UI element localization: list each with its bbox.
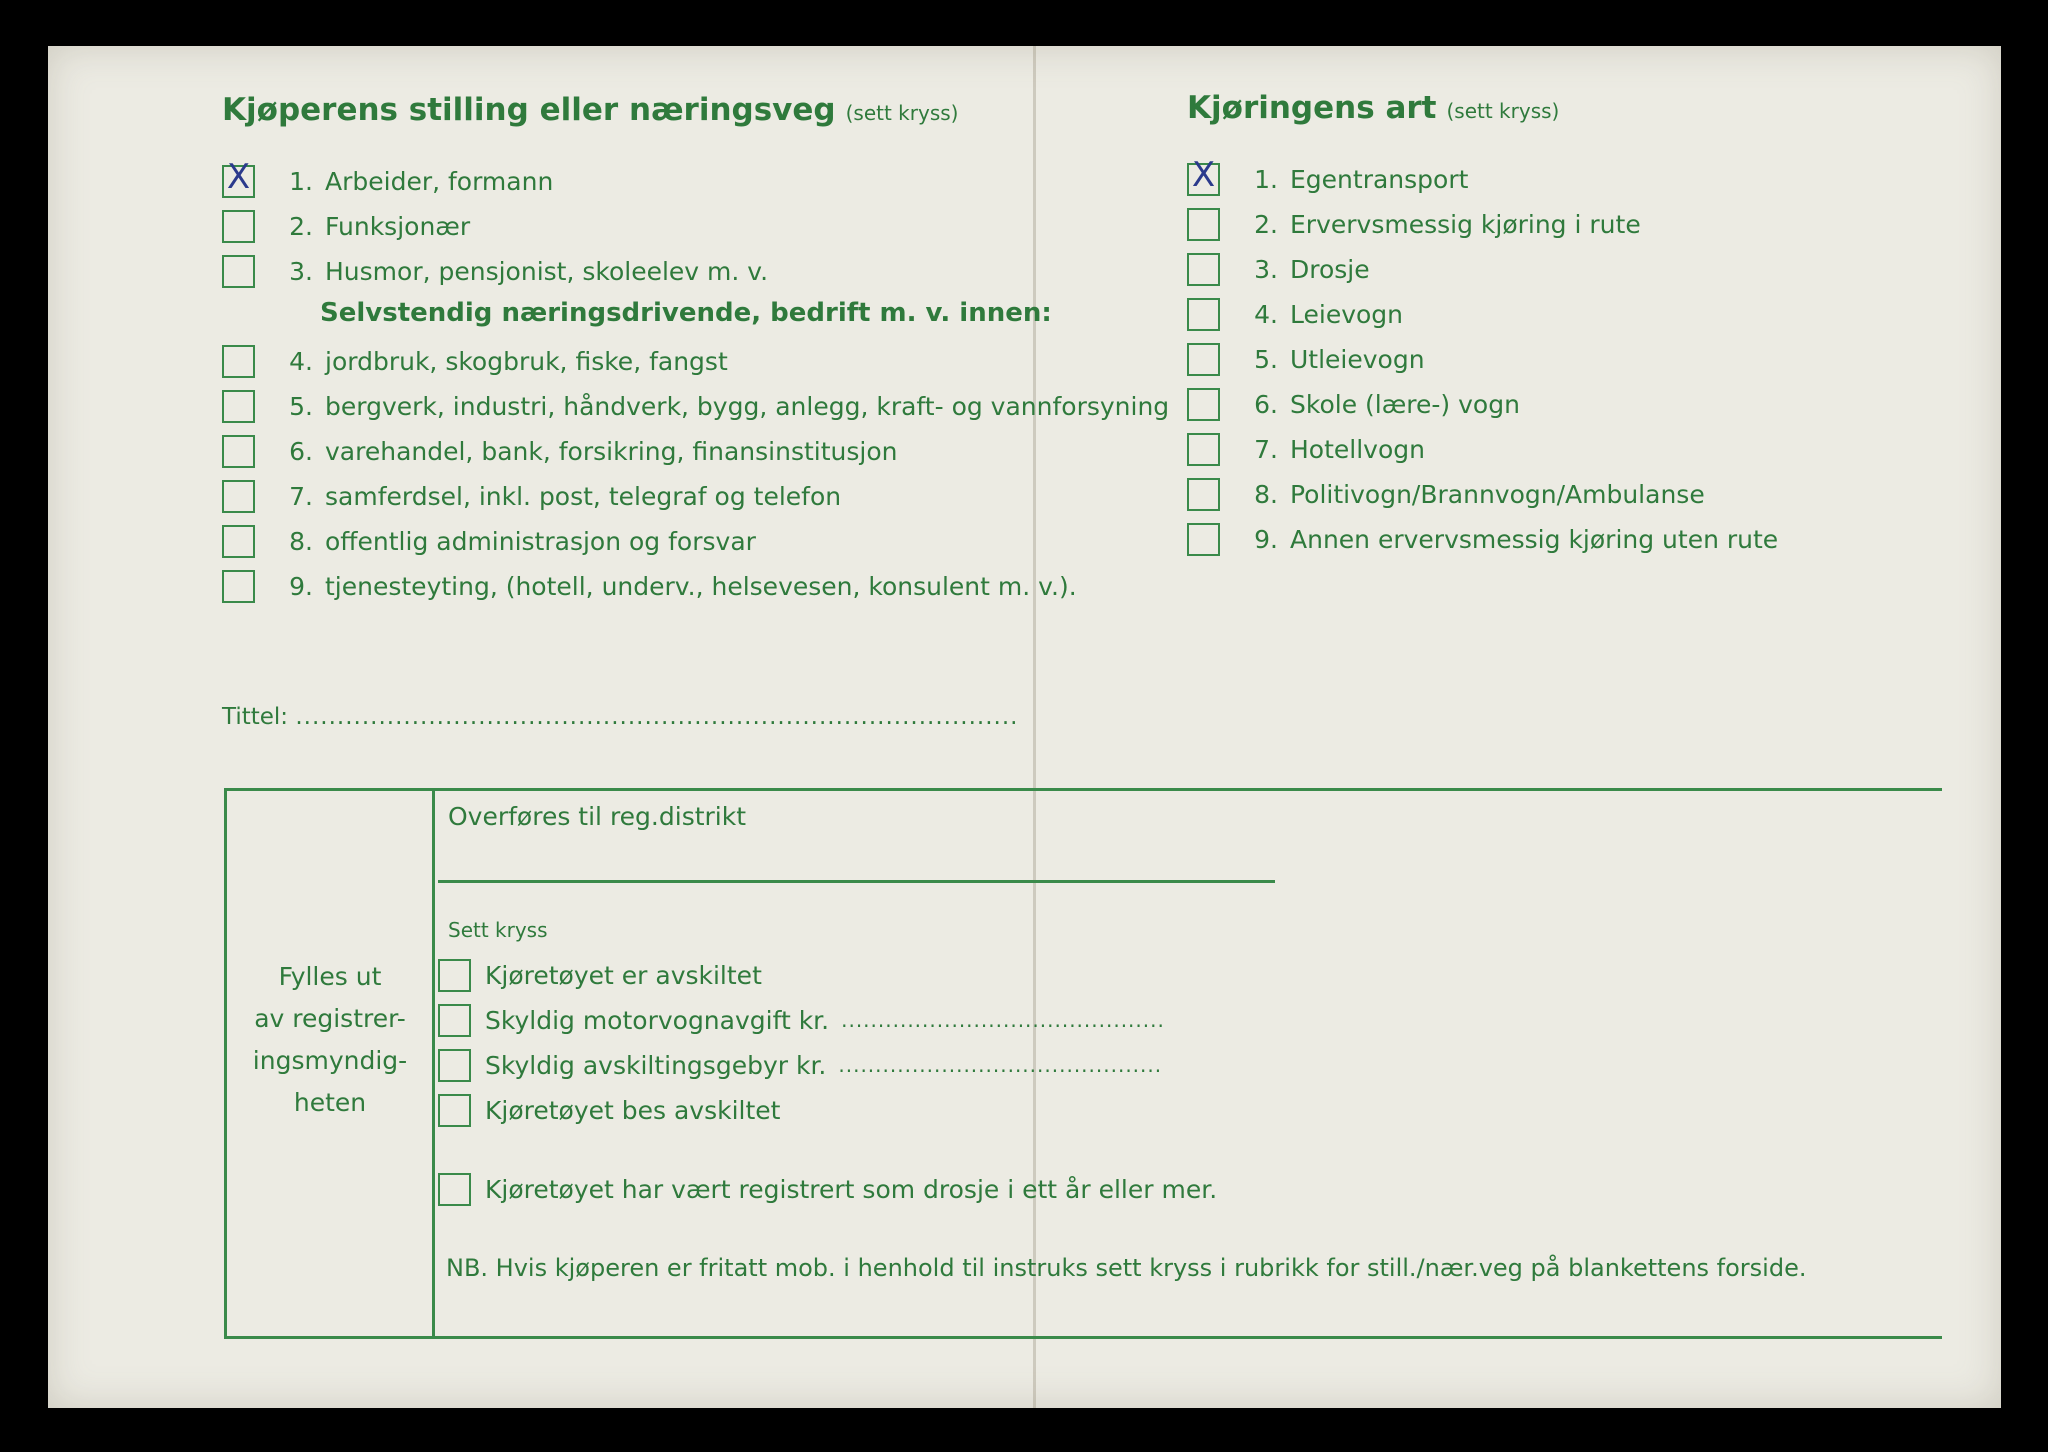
- occupation-item-1[interactable]: [222, 156, 554, 200]
- item-label: Annen ervervsmessig kjøring uten rute: [1290, 524, 1779, 554]
- item-label: Politivogn/Brannvogn/Ambulanse: [1290, 479, 1705, 509]
- driving-type-item-3[interactable]: [1187, 250, 1370, 288]
- checkbox[interactable]: [1187, 298, 1220, 331]
- right-heading-text: Kjøringens art: [1187, 90, 1437, 126]
- driving-type-item-8[interactable]: [1187, 475, 1705, 513]
- item-number: 2.: [289, 211, 313, 241]
- check-mark-icon: X: [1191, 154, 1216, 195]
- checkbox[interactable]: [222, 210, 255, 243]
- checkbox[interactable]: [222, 156, 255, 198]
- item-label: varehandel, bank, forsikring, finansinstitusjon: [325, 436, 898, 466]
- occupation-item-5[interactable]: [222, 387, 1169, 425]
- checkbox[interactable]: [438, 1049, 471, 1082]
- item-label: Arbeider, formann: [325, 166, 554, 196]
- item-number: 8.: [289, 526, 313, 556]
- side-label-line: av registrer-: [254, 1004, 406, 1033]
- left-heading-text: Kjøperens stilling eller næringsveg: [222, 92, 836, 128]
- check-label: Kjøretøyet er avskiltet: [485, 960, 762, 990]
- item-number: 1.: [289, 166, 313, 196]
- item-label: Skole (lære-) vogn: [1290, 389, 1520, 419]
- checkbox[interactable]: [222, 390, 255, 423]
- item-number: 6.: [289, 436, 313, 466]
- item-label: Leievogn: [1290, 299, 1404, 329]
- side-label-line: heten: [293, 1088, 367, 1117]
- sett-kryss-label: Sett kryss: [448, 918, 548, 942]
- checkbox[interactable]: [1187, 343, 1220, 376]
- driving-type-item-5[interactable]: [1187, 340, 1425, 378]
- check-label: Kjøretøyet bes avskiltet: [485, 1095, 781, 1125]
- occupation-item-2[interactable]: [222, 207, 470, 245]
- item-number: 7.: [289, 481, 313, 511]
- registry-check-2[interactable]: [438, 1001, 1165, 1039]
- form-sheet: [48, 46, 2001, 1408]
- item-label: Husmor, pensjonist, skoleelev m. v.: [325, 256, 769, 286]
- side-label-line: ingsmyndig-: [252, 1046, 408, 1075]
- registry-bottom-rule: [224, 1336, 1942, 1339]
- occupation-item-4[interactable]: [222, 342, 728, 380]
- right-heading-note: (sett kryss): [1446, 99, 1560, 123]
- checkbox[interactable]: [222, 480, 255, 513]
- driving-type-item-4[interactable]: [1187, 295, 1403, 333]
- item-number: 5.: [1254, 344, 1278, 374]
- check-label: Kjøretøyet har vært registrert som drosje i ett år eller mer.: [485, 1174, 1218, 1204]
- drosje-check[interactable]: [438, 1170, 1217, 1208]
- item-label: offentlig administrasjon og forsvar: [325, 526, 756, 556]
- checkbox[interactable]: [438, 1094, 471, 1127]
- occupation-item-6[interactable]: [222, 432, 898, 470]
- transfer-field-line[interactable]: [438, 880, 1275, 883]
- left-heading-note: (sett kryss): [845, 101, 959, 125]
- title-field[interactable]: [222, 704, 1018, 730]
- item-number: 4.: [289, 346, 313, 376]
- checkbox[interactable]: [1187, 253, 1220, 286]
- item-label: Hotellvogn: [1290, 434, 1425, 464]
- right-heading: [1187, 90, 1559, 126]
- item-label: Drosje: [1290, 254, 1370, 284]
- amount-dotted-line: ............................................: [838, 1053, 1163, 1077]
- item-number: 3.: [289, 256, 313, 286]
- registry-top-rule: [224, 788, 1942, 791]
- checkbox[interactable]: [1187, 154, 1220, 196]
- item-number: 3.: [1254, 254, 1278, 284]
- checkbox[interactable]: [1187, 523, 1220, 556]
- item-number: 9.: [1254, 524, 1278, 554]
- driving-type-item-7[interactable]: [1187, 430, 1425, 468]
- item-label: Utleievogn: [1290, 344, 1425, 374]
- checkbox[interactable]: [1187, 433, 1220, 466]
- check-label: Skyldig motorvognavgift kr.: [485, 1005, 830, 1035]
- registry-side-label: [228, 956, 432, 1124]
- registry-divider-rule: [432, 788, 435, 1339]
- occupation-item-7[interactable]: [222, 477, 841, 515]
- checkbox[interactable]: [1187, 388, 1220, 421]
- driving-type-item-1[interactable]: [1187, 154, 1469, 198]
- checkbox[interactable]: [222, 345, 255, 378]
- item-number: 7.: [1254, 434, 1278, 464]
- driving-type-item-2[interactable]: [1187, 205, 1641, 243]
- item-label: samferdsel, inkl. post, telegraf og telefon: [325, 481, 842, 511]
- item-number: 4.: [1254, 299, 1278, 329]
- item-label: Egentransport: [1290, 164, 1469, 194]
- checkbox[interactable]: [1187, 208, 1220, 241]
- occupation-item-8[interactable]: [222, 522, 756, 560]
- checkbox[interactable]: [222, 525, 255, 558]
- self-employed-subheading: Selvstendig næringsdrivende, bedrift m. v. innen:: [320, 298, 1052, 328]
- checkbox[interactable]: [222, 435, 255, 468]
- item-label: jordbruk, skogbruk, fiske, fangst: [325, 346, 728, 376]
- occupation-item-9[interactable]: [222, 567, 1077, 605]
- item-number: 9.: [289, 571, 313, 601]
- registry-check-4[interactable]: [438, 1091, 780, 1129]
- checkbox[interactable]: [222, 570, 255, 603]
- side-label-line: Fylles ut: [278, 962, 382, 991]
- registry-left-rule: [224, 788, 227, 1339]
- left-heading: [222, 92, 958, 128]
- title-label: Tittel:: [222, 704, 289, 730]
- check-label: Skyldig avskiltingsgebyr kr.: [485, 1050, 827, 1080]
- title-dotted-line: .......................................................................................: [295, 704, 1019, 730]
- item-label: Funksjonær: [325, 211, 471, 241]
- checkbox[interactable]: [438, 1173, 471, 1206]
- driving-type-item-9[interactable]: [1187, 520, 1778, 558]
- item-label: tjenesteyting, (hotell, underv., helsevesen, konsulent m. v.).: [325, 571, 1077, 601]
- transfer-label: Overføres til reg.distrikt: [448, 802, 747, 831]
- checkbox[interactable]: [438, 959, 471, 992]
- occupation-item-3[interactable]: [222, 252, 768, 290]
- driving-type-item-6[interactable]: [1187, 385, 1520, 423]
- item-number: 5.: [289, 391, 313, 421]
- item-number: 8.: [1254, 479, 1278, 509]
- registry-check-3[interactable]: [438, 1046, 1162, 1084]
- check-mark-icon: X: [226, 156, 251, 197]
- item-label: bergverk, industri, håndverk, bygg, anlegg, kraft- og vannforsyning: [325, 391, 1170, 421]
- checkbox[interactable]: [1187, 478, 1220, 511]
- checkbox[interactable]: [438, 1004, 471, 1037]
- item-number: 6.: [1254, 389, 1278, 419]
- amount-dotted-line: ............................................: [841, 1008, 1165, 1032]
- item-number: 1.: [1254, 164, 1278, 194]
- item-number: 2.: [1254, 209, 1278, 239]
- nb-note: NB. Hvis kjøperen er fritatt mob. i henhold til instruks sett kryss i rubrikk for still./nær.veg på blankettens forside.: [446, 1254, 1807, 1282]
- item-label: Ervervsmessig kjøring i rute: [1290, 209, 1641, 239]
- registry-check-1[interactable]: [438, 956, 762, 994]
- checkbox[interactable]: [222, 255, 255, 288]
